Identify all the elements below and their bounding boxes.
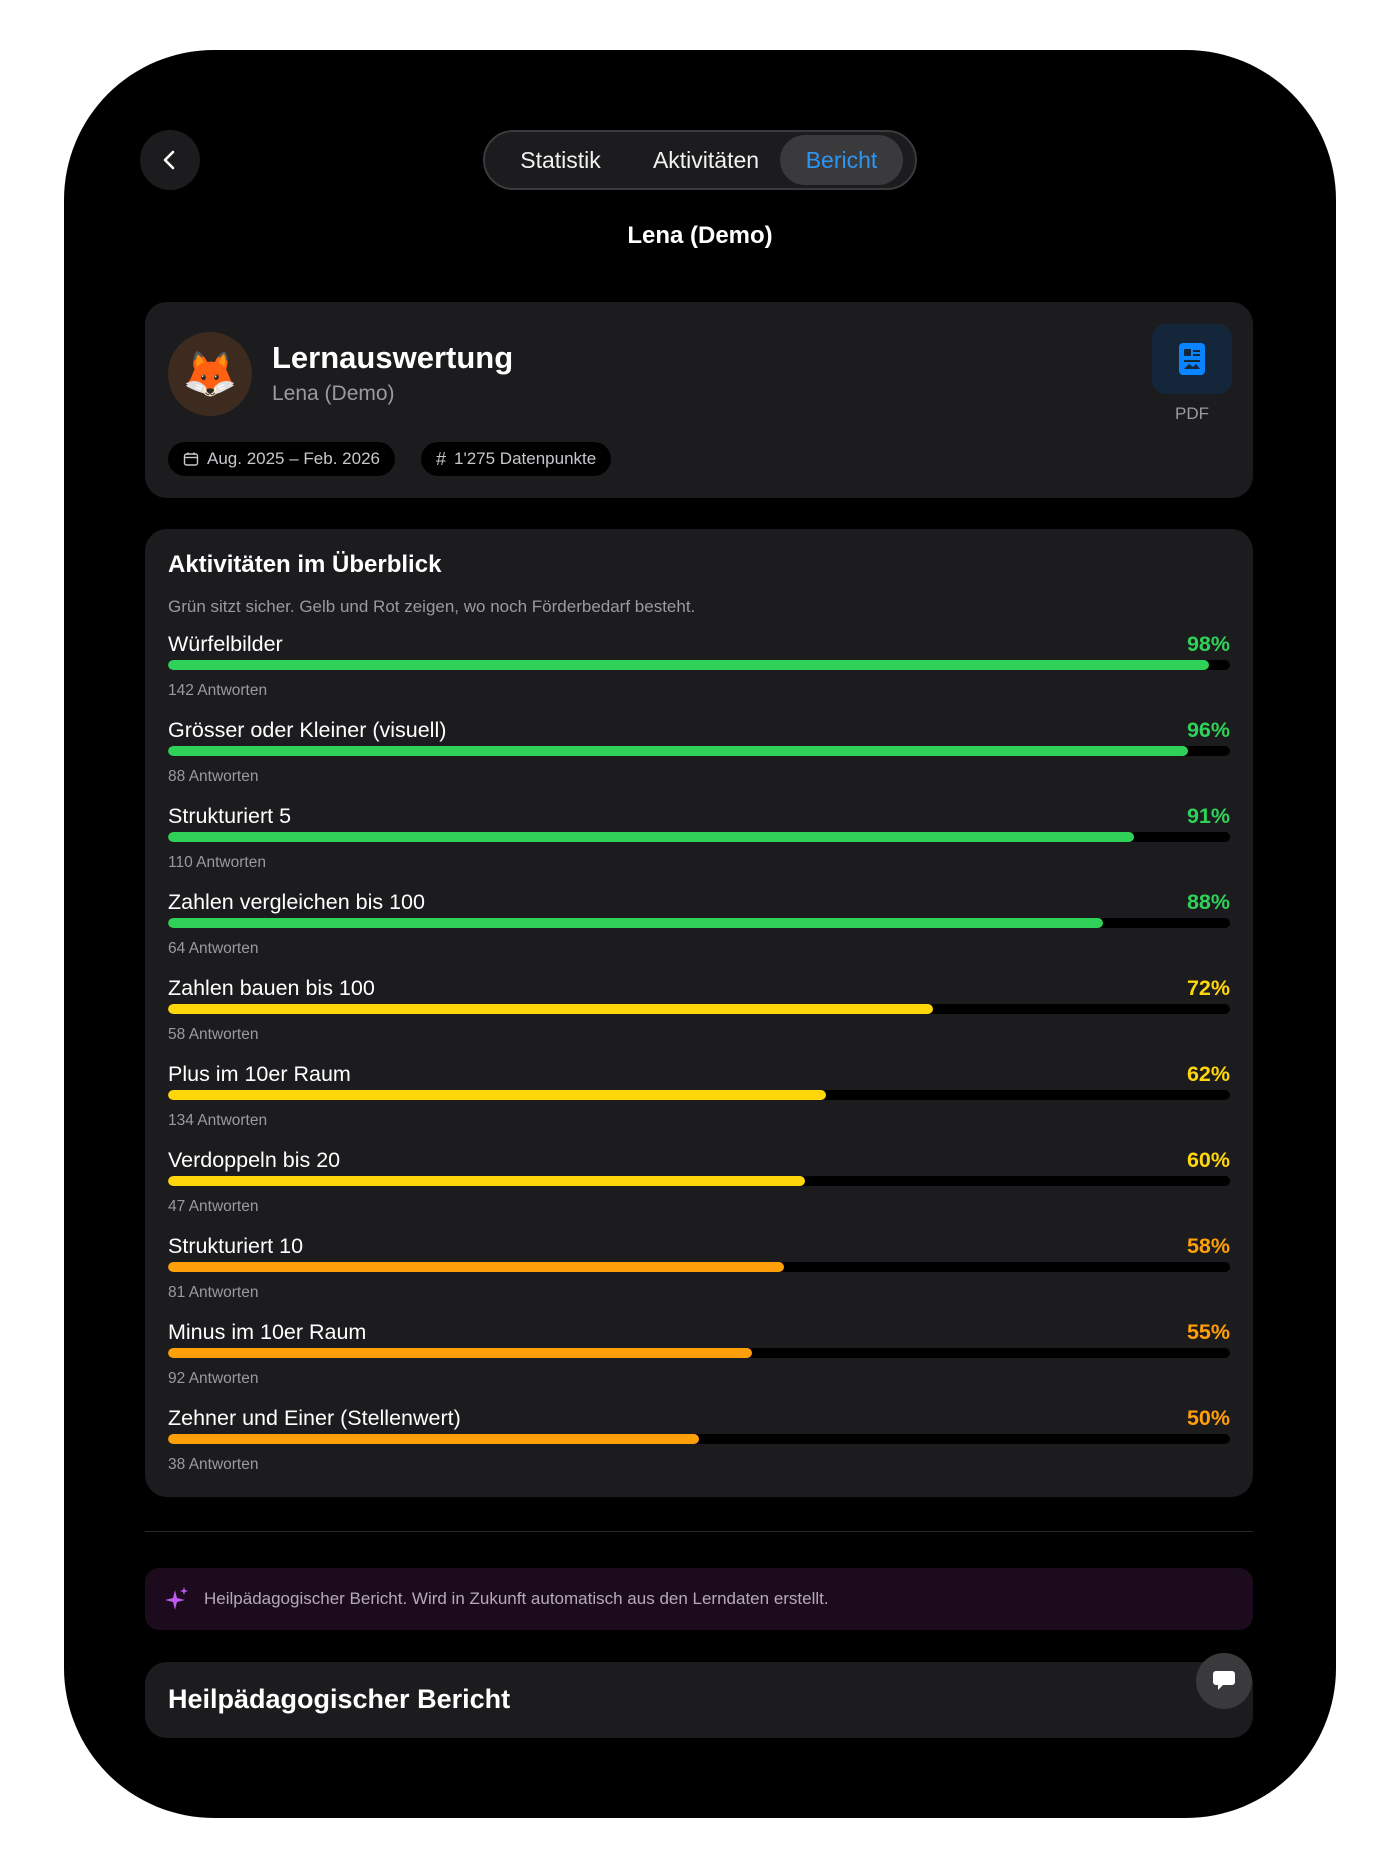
activity-percent: 55% (1186, 1320, 1230, 1344)
progress-fill (168, 660, 1209, 670)
activity-percent: 72% (1186, 976, 1230, 1000)
activity-answer-count: 58 Antworten (168, 1026, 259, 1043)
progress-fill (168, 832, 1134, 842)
info-banner-text: Heilpädagogischer Bericht. Wird in Zukunft automatisch aus den Lerndaten erstellt. (204, 1589, 829, 1608)
tab-statistik[interactable]: Statistik (520, 146, 601, 173)
device-screen (64, 50, 1336, 1818)
chat-button[interactable] (1196, 1653, 1252, 1709)
avatar: 🦊 (168, 332, 252, 416)
overview-subtitle: Grün sitzt sicher. Gelb und Rot zeigen, wo noch Förderbedarf besteht. (168, 597, 696, 616)
document-icon (1179, 343, 1205, 375)
date-range-text: Aug. 2025 – Feb. 2026 (207, 449, 380, 468)
activity-row[interactable] (168, 890, 1230, 976)
activity-row[interactable] (168, 1406, 1230, 1492)
progress-track (168, 832, 1230, 842)
activity-name: Verdoppeln bis 20 (168, 1148, 341, 1172)
progress-track (168, 918, 1230, 928)
chat-bubble-icon (1212, 1670, 1236, 1692)
activity-answer-count: 64 Antworten (168, 940, 259, 957)
datapoints-text: 1'275 Datenpunkte (454, 449, 597, 468)
date-range-chip (168, 442, 395, 476)
progress-fill (168, 1004, 933, 1014)
activity-row[interactable] (168, 1320, 1230, 1406)
pdf-label: PDF (1175, 404, 1209, 423)
hash-icon: # (436, 448, 447, 469)
progress-fill (168, 1176, 805, 1186)
activity-name: Minus im 10er Raum (168, 1320, 367, 1344)
activity-row[interactable] (168, 1234, 1230, 1320)
datapoints-chip (421, 442, 611, 476)
activity-percent: 60% (1186, 1148, 1230, 1172)
chevron-left-icon (158, 148, 182, 172)
activity-answer-count: 38 Antworten (168, 1456, 259, 1473)
progress-fill (168, 1434, 699, 1444)
progress-fill (168, 746, 1188, 756)
progress-track (168, 1090, 1230, 1100)
activity-percent: 50% (1186, 1406, 1230, 1430)
activity-row[interactable] (168, 1148, 1230, 1234)
progress-track (168, 660, 1230, 670)
activity-name: Plus im 10er Raum (168, 1062, 351, 1086)
activity-answer-count: 142 Antworten (168, 682, 268, 699)
activity-name: Zahlen vergleichen bis 100 (168, 890, 425, 914)
student-name: Lena (Demo) (627, 222, 773, 249)
overview-title: Aktivitäten im Überblick (168, 551, 442, 578)
activity-row[interactable] (168, 632, 1230, 718)
hp-report-title: Heilpädagogischer Bericht (168, 1684, 511, 1714)
back-button[interactable] (140, 130, 200, 190)
activity-answer-count: 92 Antworten (168, 1370, 259, 1387)
progress-track (168, 1262, 1230, 1272)
progress-track (168, 746, 1230, 756)
activity-row[interactable] (168, 804, 1230, 890)
activity-row[interactable] (168, 1062, 1230, 1148)
tab-bericht[interactable]: Bericht (780, 135, 903, 185)
section-divider (145, 1531, 1253, 1532)
progress-fill (168, 1090, 826, 1100)
progress-fill (168, 1262, 784, 1272)
activity-percent: 91% (1186, 804, 1230, 828)
activity-percent: 88% (1186, 890, 1230, 914)
activity-name: Zahlen bauen bis 100 (168, 976, 375, 1000)
activity-name: Strukturiert 5 (168, 804, 292, 828)
progress-track (168, 1176, 1230, 1186)
activity-name: Strukturiert 10 (168, 1234, 304, 1258)
activity-row[interactable] (168, 976, 1230, 1062)
activity-name: Würfelbilder (168, 632, 283, 656)
hp-report-card (145, 1662, 1253, 1738)
activity-name: Grösser oder Kleiner (visuell) (168, 718, 447, 742)
activity-row[interactable] (168, 718, 1230, 804)
progress-track (168, 1434, 1230, 1444)
activity-answer-count: 47 Antworten (168, 1198, 259, 1215)
report-title: Lernauswertung (272, 340, 514, 375)
report-summary-card (145, 302, 1253, 498)
activity-answer-count: 134 Antworten (168, 1112, 268, 1129)
tab-bar (483, 130, 917, 190)
activity-percent: 62% (1186, 1062, 1230, 1086)
tab-aktivitaeten[interactable]: Aktivitäten (652, 146, 760, 173)
progress-fill (168, 918, 1103, 928)
progress-track (168, 1004, 1230, 1014)
activity-answer-count: 88 Antworten (168, 768, 259, 785)
activity-percent: 96% (1186, 718, 1230, 742)
activity-percent: 58% (1186, 1234, 1230, 1258)
report-subtitle: Lena (Demo) (272, 382, 395, 405)
activity-answer-count: 110 Antworten (168, 854, 266, 871)
info-banner (145, 1568, 1253, 1630)
activity-percent: 98% (1186, 632, 1230, 656)
calendar-icon (183, 451, 199, 467)
activities-overview-card (145, 529, 1253, 1497)
progress-track (168, 1348, 1230, 1358)
activity-name: Zehner und Einer (Stellenwert) (168, 1406, 461, 1430)
progress-fill (168, 1348, 752, 1358)
pdf-button[interactable] (1152, 324, 1232, 394)
activity-answer-count: 81 Antworten (168, 1284, 259, 1301)
sparkle-icon (165, 1586, 189, 1612)
